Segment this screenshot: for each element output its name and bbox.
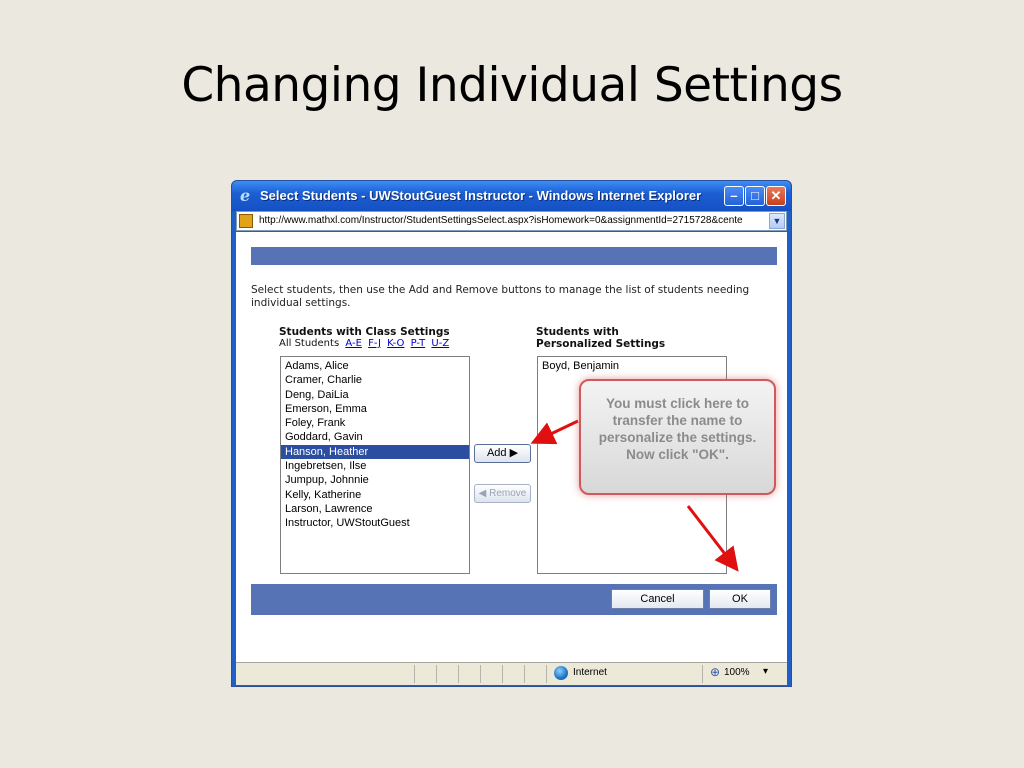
list-item[interactable]: Goddard, Gavin	[285, 431, 363, 444]
list-item[interactable]: Emerson, Emma	[285, 402, 367, 415]
filter-link-k-o[interactable]: K-O	[387, 338, 405, 349]
all-students-label: All Students	[279, 338, 340, 349]
window-title: Select Students - UWStoutGuest Instructor - Windows Internet Explorer	[260, 188, 702, 203]
list-item[interactable]: Adams, Alice	[285, 360, 349, 372]
personalized-header-line1: Students with	[536, 326, 619, 338]
address-bar[interactable]	[236, 211, 787, 231]
maximize-button[interactable]: □	[745, 186, 765, 206]
list-item[interactable]: Jumpup, Johnnie	[285, 474, 369, 487]
header-band	[251, 247, 777, 265]
list-item[interactable]: Instructor, UWStoutGuest	[285, 517, 410, 530]
slide-title: Changing Individual Settings	[181, 58, 843, 113]
zoom-dropdown-icon[interactable]: ▾	[763, 666, 769, 677]
add-button[interactable]: Add ▶	[474, 444, 531, 463]
instruction-callout: You must click here to transfer the name to personalize the settings. Now click "OK".	[579, 379, 776, 495]
address-dropdown-button[interactable]: ▼	[769, 213, 785, 229]
remove-button[interactable]: ◀ Remove	[474, 484, 531, 503]
list-item-selected[interactable]: Hanson, Heather	[281, 445, 469, 459]
security-warning-icon	[239, 214, 253, 228]
zoom-icon[interactable]: ⊕	[710, 665, 721, 679]
list-item[interactable]: Foley, Frank	[285, 417, 346, 430]
address-url[interactable]: http://www.mathxl.com/Instructor/StudentSettingsSelect.aspx?isHomework=0&assignmentId=2715728&cente	[259, 215, 743, 226]
personalized-settings-header	[536, 326, 665, 350]
list-item[interactable]: Deng, DaiLia	[285, 388, 349, 401]
list-item[interactable]: Cramer, Charlie	[285, 374, 363, 387]
zoom-level[interactable]: 100%	[724, 667, 750, 678]
browser-window	[231, 180, 792, 687]
list-item[interactable]: Kelly, Katherine	[285, 488, 362, 501]
filter-link-p-t[interactable]: P-T	[410, 338, 426, 349]
internet-zone-icon	[554, 666, 568, 680]
close-button[interactable]: ✕	[766, 186, 786, 206]
instructions-text: Select students, then use the Add and Remove buttons to manage the list of students needing individual settings.	[251, 284, 750, 309]
minimize-button[interactable]: –	[724, 186, 744, 206]
class-settings-listbox[interactable]	[280, 356, 470, 574]
security-zone-label: Internet	[573, 667, 607, 678]
list-item[interactable]: Ingebretsen, Ilse	[285, 460, 367, 473]
ok-button[interactable]: OK	[709, 589, 771, 609]
title-bar[interactable]	[232, 181, 791, 211]
list-item[interactable]: Larson, Lawrence	[285, 502, 373, 515]
letter-filter-bar	[279, 338, 449, 349]
class-settings-header: Students with Class Settings	[279, 326, 450, 338]
dialog-content	[236, 232, 787, 662]
cancel-button[interactable]: Cancel	[611, 589, 704, 609]
internet-explorer-icon: e	[240, 186, 251, 205]
filter-link-u-z[interactable]: U-Z	[431, 338, 450, 349]
status-bar	[236, 662, 787, 685]
list-item[interactable]: Boyd, Benjamin	[542, 360, 620, 372]
filter-link-a-e[interactable]: A-E	[345, 338, 362, 349]
personalized-header-line2: Personalized Settings	[536, 338, 666, 350]
filter-link-f-j[interactable]: F-J	[368, 338, 381, 349]
